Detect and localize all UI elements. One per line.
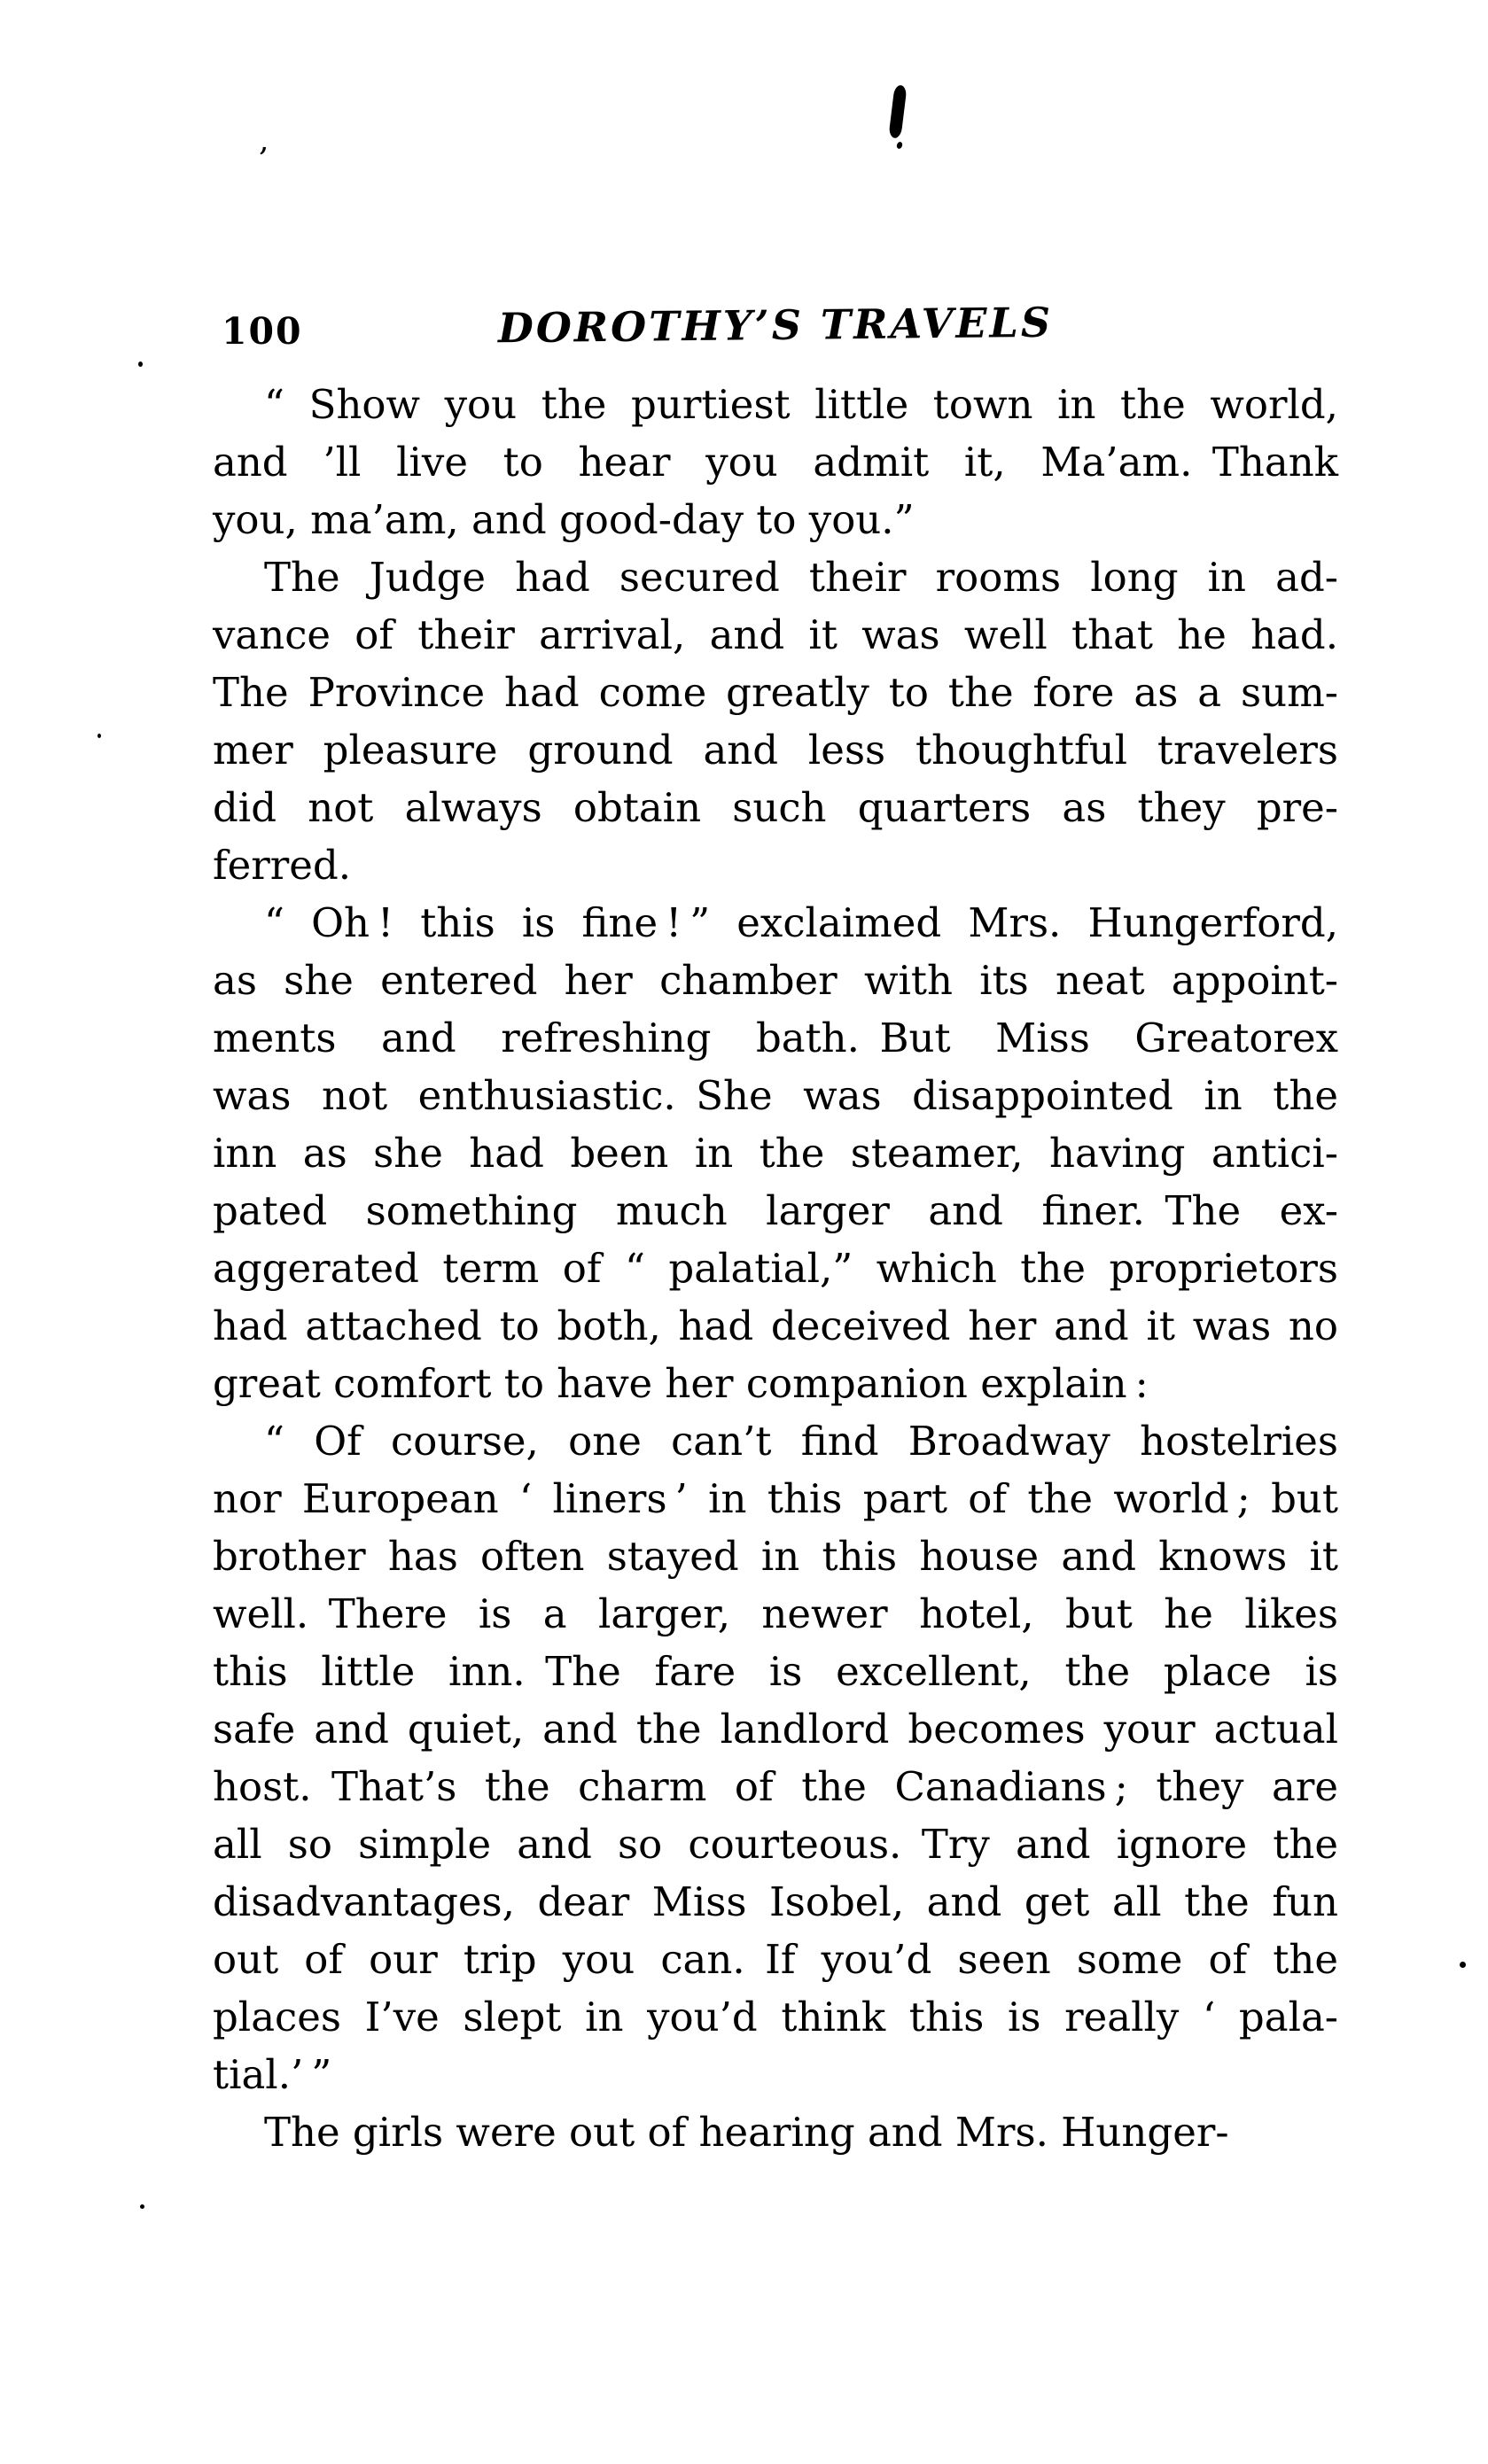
text-line: ferred.: [213, 842, 352, 889]
text-line: The girls were out of hearing and Mrs. Hunger-: [264, 2109, 1229, 2156]
ink-blot-mark: [888, 84, 907, 138]
running-title: DOROTHY’S TRAVELS: [497, 298, 1054, 353]
text-line: you, ma’am, and good-day to you.”: [213, 496, 915, 543]
text-line: well. There is a larger, newer hotel, but he likes: [213, 1590, 1338, 1637]
text-line: The Judge had secured their rooms long in ad-: [264, 554, 1338, 601]
paragraph: [213, 1412, 1338, 2103]
text-line: tial.’ ”: [213, 2051, 332, 2098]
text-line: all so simple and so courteous. Try and ignore the: [213, 1821, 1338, 1868]
text-line: inn as she had been in the steamer, having antici-: [213, 1130, 1338, 1177]
ink-blot-tail: [896, 141, 903, 150]
ink-speck: [138, 361, 143, 367]
page-header: [213, 298, 1338, 360]
paragraph: [213, 894, 1338, 1412]
text-line: out of our trip you can. If you’d seen some of the: [213, 1936, 1338, 1983]
text-line: The Province had come greatly to the fore as a sum-: [213, 669, 1338, 716]
text-line: host. That’s the charm of the Canadians ; they are: [213, 1763, 1338, 1810]
text-line: mer pleasure ground and less thoughtful travelers: [213, 727, 1338, 773]
text-line: pated something much larger and finer. The ex-: [213, 1187, 1338, 1234]
text-line: safe and quiet, and the landlord becomes your actual: [213, 1706, 1338, 1753]
text-line: great comfort to have her companion explain :: [213, 1360, 1149, 1407]
paragraph: [213, 376, 1338, 548]
text-line: brother has often stayed in this house and knows it: [213, 1533, 1338, 1580]
text-line: places I’ve slept in you’d think this is really ‘ pala-: [213, 1994, 1338, 2040]
text-line: this little inn. The fare is excellent, the place is: [213, 1648, 1338, 1695]
text-line: “ Show you the purtiest little town in the world,: [264, 381, 1338, 428]
text-line: as she entered her chamber with its neat appoint-: [213, 957, 1338, 1004]
text-line: “ Of course, one can’t find Broadway hostelries: [264, 1418, 1338, 1465]
stray-quote-mark: ’: [254, 141, 269, 179]
ink-speck: [97, 734, 101, 738]
paragraph: [213, 548, 1338, 894]
paragraph: [213, 2103, 1338, 2161]
text-line: aggerated term of “ palatial,” which the proprietors: [213, 1245, 1338, 1292]
page-body: [213, 376, 1338, 2161]
text-line: “ Oh ! this is fine ! ” exclaimed Mrs. Hungerford,: [264, 899, 1338, 946]
text-line: was not enthusiastic. She was disappointed in the: [213, 1072, 1338, 1119]
text-line: disadvantages, dear Miss Isobel, and get all the fun: [213, 1878, 1338, 1925]
ink-speck: [140, 2204, 144, 2209]
page-number: 100: [222, 310, 303, 353]
text-line: nor European ‘ liners ’ in this part of the world ; but: [213, 1475, 1338, 1522]
text-line: did not always obtain such quarters as they pre-: [213, 784, 1338, 831]
text-line: had attached to both, had deceived her and it was no: [213, 1302, 1338, 1349]
text-line: ments and refreshing bath. But Miss Greatorex: [213, 1014, 1338, 1061]
text-line: and ’ll live to hear you admit it, Ma’am. Thank: [213, 439, 1338, 486]
text-line: vance of their arrival, and it was well that he had.: [213, 611, 1338, 658]
ink-speck: [1460, 1962, 1466, 1968]
